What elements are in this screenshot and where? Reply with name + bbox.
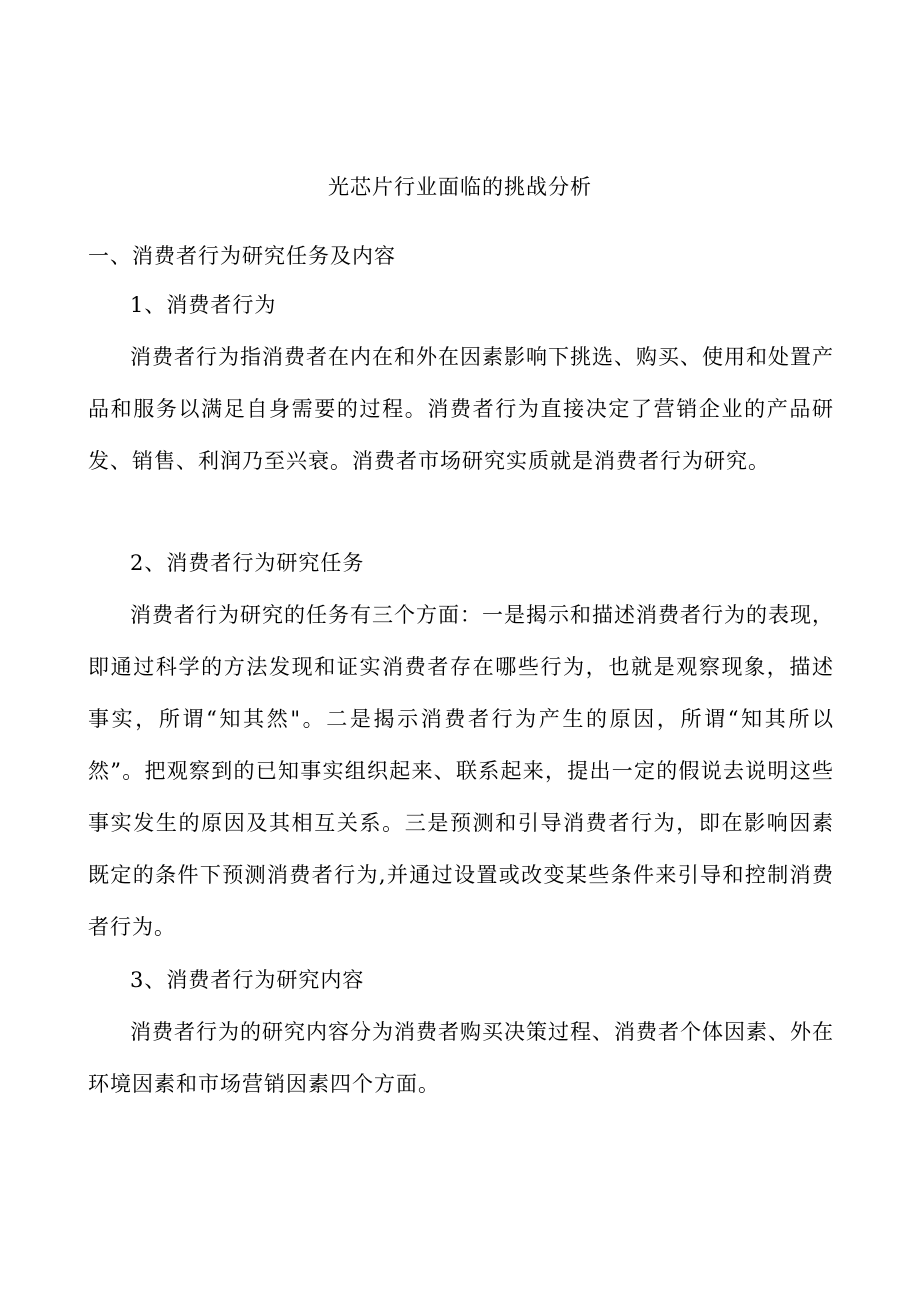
subsection-heading-1: 1、消费者行为	[130, 293, 277, 317]
document-title: 光芯片行业面临的挑战分析	[328, 175, 592, 199]
paragraph-consumer-behavior: 消费者行为指消费者在内在和外在因素影响下挑选、购买、使用和处置产品和服务以满足自身需要的过程。消费者行为直接决定了营销企业的产品研发、销售、利润乃至兴衰。消费者市场研究实质就是消费者行为研究。	[88, 345, 834, 473]
paragraph-research-content: 消费者行为的研究内容分为消费者购买决策过程、消费者个体因素、外在环境因素和市场营销因素四个方面。	[88, 1020, 834, 1096]
paragraph-research-tasks: 消费者行为研究的任务有三个方面：一是揭示和描述消费者行为的表现，即通过科学的方法发现和证实消费者存在哪些行为，也就是观察现象，描述事实，所谓“知其然"。二是揭示消费者行为产生的原因，所谓“知其所以然”。把观察到的已知事实组织起来、联系起来，提出一定的假说去说明这些事实发生的原因及其相互关系。三是预测和引导消费者行为，即在影响因素既定的条件下预测消费者行为,并通过设置或改变某些条件来引导和控制消费者行为。	[88, 603, 834, 939]
subsection-heading-2: 2、消费者行为研究任务	[130, 551, 365, 575]
subsection-heading-3: 3、消费者行为研究内容	[130, 968, 365, 992]
section-heading-1: 一、消费者行为研究任务及内容	[88, 244, 396, 268]
